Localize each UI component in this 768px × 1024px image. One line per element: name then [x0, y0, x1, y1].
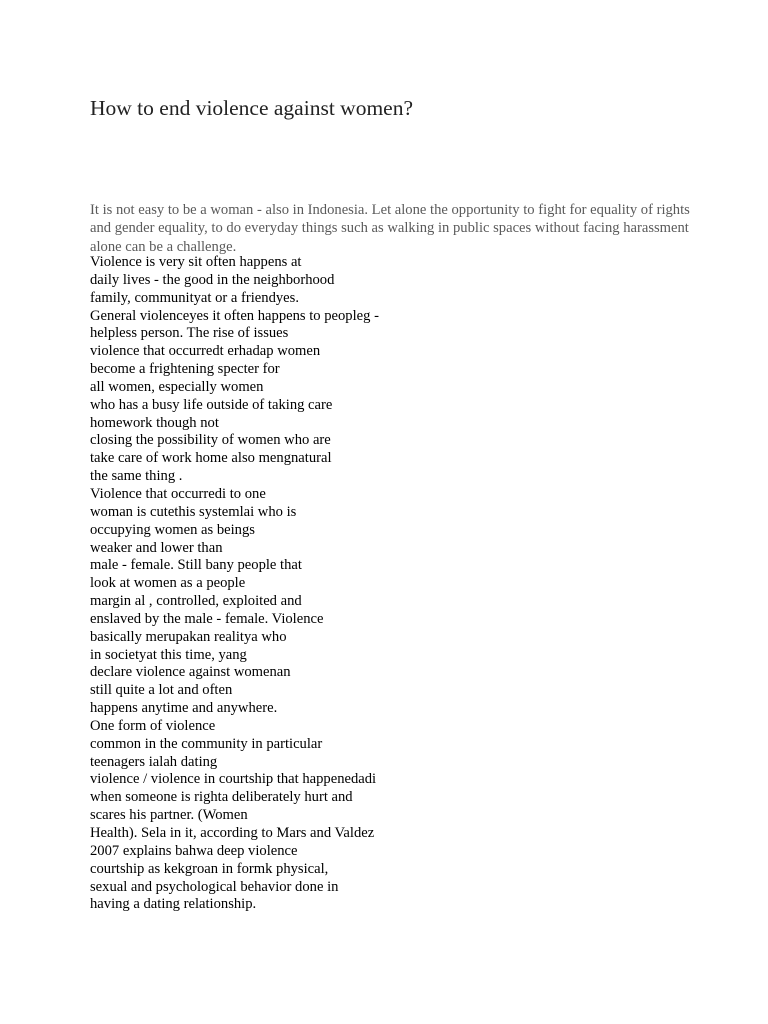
body-line: scares his partner. (Women	[90, 807, 248, 824]
body-line: become a frightening specter for	[90, 361, 280, 378]
body-line: closing the possibility of women who are	[90, 432, 331, 449]
body-line: look at women as a people	[90, 575, 246, 592]
body-line: who has a busy life outside of taking care	[90, 396, 333, 413]
body-line: in societyat this time, yang	[90, 646, 247, 663]
body-line: male - female. Still bany people that	[90, 557, 302, 574]
body-line: General violenceyes it often happens to peopleg -	[90, 307, 379, 324]
body-line: family, communityat or a friendyes.	[90, 289, 299, 306]
body-line: 2007 explains bahwa deep violence	[90, 842, 298, 859]
body-line: enslaved by the male - female. Violence	[90, 610, 324, 627]
body-line: teenagers ialah dating	[90, 753, 218, 770]
body-line: woman is cutethis systemlai who is	[90, 503, 297, 520]
body-text	[90, 254, 379, 914]
body-line: when someone is righta deliberately hurt and	[90, 789, 353, 806]
body-line: Health). Sela in it, according to Mars and Valdez	[90, 825, 375, 841]
body-line: the same thing .	[90, 468, 183, 485]
body-line: Violence is very sit often happens at	[90, 254, 302, 270]
intro-paragraph: It is not easy to be a woman - also in Indonesia. Let alone the opportunity to fight for equality of rights and gender equality, to do everyday things such as walking in public spaces without facing harassment alone can be a challenge.	[90, 202, 690, 255]
body-line: happens anytime and anywhere.	[90, 700, 278, 717]
body-line: common in the community in particular	[90, 735, 323, 752]
body-line: homework though not	[90, 414, 219, 431]
body-line: having a dating relationship.	[90, 896, 257, 913]
body-line: One form of violence	[90, 717, 216, 734]
body-line: Violence that occurredi to one	[90, 485, 266, 502]
body-line: occupying women as beings	[90, 521, 255, 538]
body-line: margin al , controlled, exploited and	[90, 593, 302, 610]
body-line: still quite a lot and often	[90, 682, 233, 699]
body-line: helpless person. The rise of issues	[90, 325, 289, 342]
body-line: all women, especially women	[90, 378, 264, 395]
body-line: courtship as kekgroan in formk physical,	[90, 860, 329, 877]
body-line: take care of work home also mengnatural	[90, 450, 332, 467]
body-line: weaker and lower than	[90, 539, 223, 556]
body-line: violence / violence in courtship that happenedadi	[90, 771, 377, 788]
body-line: basically merupakan realitya who	[90, 628, 287, 645]
body-line: declare violence against womenan	[90, 664, 291, 681]
body-line: daily lives - the good in the neighborhood	[90, 271, 335, 288]
body-line: violence that occurredt erhadap women	[90, 343, 321, 360]
body-line: sexual and psychological behavior done in	[90, 878, 339, 895]
page-title: How to end violence against women?	[90, 96, 414, 120]
